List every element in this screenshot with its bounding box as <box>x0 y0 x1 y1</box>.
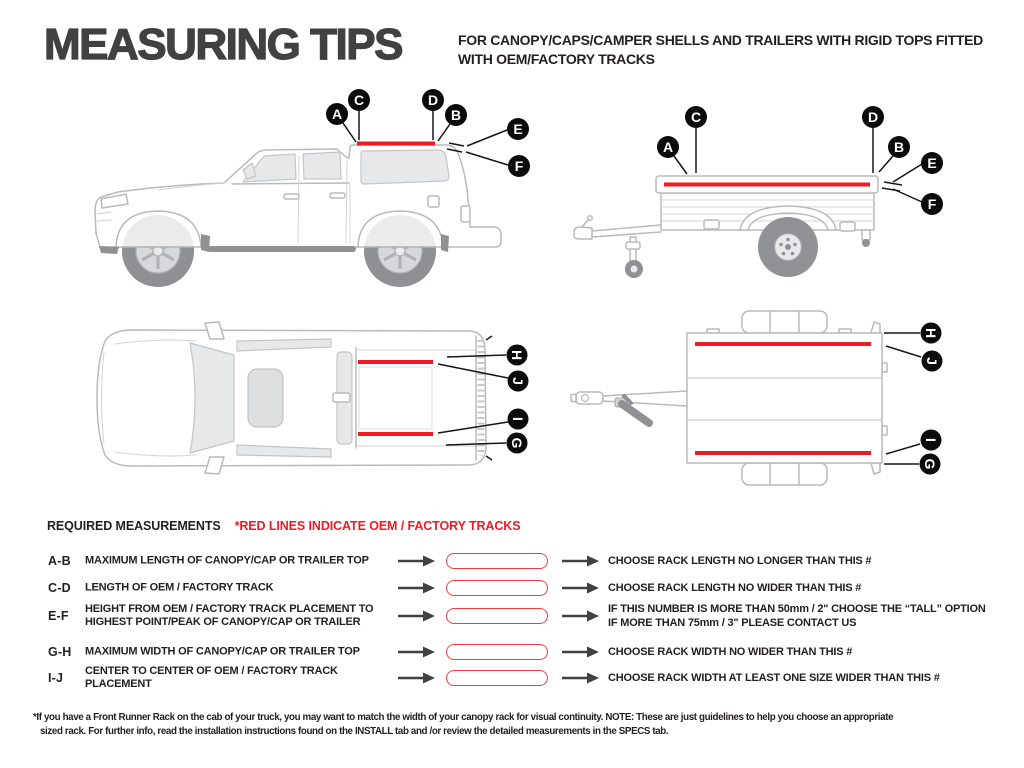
truck-top-diagram <box>97 322 529 474</box>
measurement-guidance: CHOOSE RACK WIDTH AT LEAST ONE SIZE WIDER THAN THIS # <box>608 672 940 684</box>
arrow-right-icon <box>562 646 599 658</box>
jockey-wheel-icon <box>625 237 643 278</box>
measurement-input-box[interactable] <box>446 608 548 624</box>
label-badge-b <box>888 136 910 158</box>
section-heading <box>47 519 520 533</box>
required-measurements-heading: REQUIRED MEASUREMENTS <box>47 519 221 533</box>
svg-text:H: H <box>923 327 939 339</box>
measurement-guidance: CHOOSE RACK LENGTH NO WIDER THAN THIS # <box>608 582 862 594</box>
svg-text:J: J <box>510 377 526 385</box>
label-badge-i <box>508 409 529 430</box>
measurement-guidance: CHOOSE RACK WIDTH NO WIDER THAN THIS # <box>608 646 853 658</box>
measurement-id: E-F <box>48 609 69 623</box>
subtitle-line-2: WITH OEM/FACTORY TRACKS <box>458 51 655 67</box>
trailer-top-box <box>687 333 882 463</box>
measurement-guidance: IF THIS NUMBER IS MORE THAN 50mm / 2" CHOOSE THE “TALL” OPTION IF MORE THAN 75mm / 3" PLEASE CONTACT US <box>608 603 986 629</box>
truck-rear-door-window <box>303 152 341 179</box>
svg-text:E: E <box>927 155 937 171</box>
label-badge-a <box>326 103 348 125</box>
label-badge-a <box>657 136 679 158</box>
arrow-right-icon <box>398 555 435 567</box>
label-badge-j <box>508 371 529 392</box>
measurement-input-box[interactable] <box>446 553 548 569</box>
footer-note-line-2: sized rack. For further info, read the installation instructions found on the INSTALL tab and /or review the detailed measurements in the SPECS tab. <box>40 725 669 737</box>
label-badge-c <box>348 89 370 111</box>
measurement-id: C-D <box>48 581 71 595</box>
label-badge-e <box>507 118 529 140</box>
svg-text:I: I <box>923 438 939 442</box>
label-badge-g <box>507 433 528 454</box>
trailer-top-coupler-icon <box>576 392 603 404</box>
label-badge-i <box>921 430 942 451</box>
arrow-right-icon <box>398 610 435 622</box>
measurement-guidance: CHOOSE RACK LENGTH NO LONGER THAN THIS # <box>608 555 872 567</box>
trailer-wheel-icon <box>758 217 818 277</box>
svg-text:C: C <box>353 92 365 108</box>
arrow-right-icon <box>562 610 599 622</box>
arrow-right-icon <box>562 672 599 684</box>
arrow-right-icon <box>398 672 435 684</box>
windshield-top-view <box>190 343 234 453</box>
measurement-description: MAXIMUM WIDTH OF CANOPY/CAP OR TRAILER TOP <box>85 645 360 658</box>
svg-text:I: I <box>510 417 526 421</box>
label-badge-d <box>862 106 884 128</box>
truck-side-diagram <box>95 89 530 287</box>
label-badge-f <box>508 155 530 177</box>
svg-text:A: A <box>662 139 674 155</box>
measurement-description: CENTER TO CENTER OF OEM / FACTORY TRACK PLACEMENT <box>85 665 338 690</box>
measurement-description: LENGTH OF OEM / FACTORY TRACK <box>85 581 274 594</box>
arrow-right-icon <box>398 582 435 594</box>
measurement-description: HEIGHT FROM OEM / FACTORY TRACK PLACEMENT TO HIGHEST POINT/PEAK OF CANOPY/CAP OR TRAILER <box>85 603 374 628</box>
trailer-top-diagram <box>571 311 943 485</box>
svg-text:G: G <box>509 437 525 449</box>
label-badge-h <box>921 323 942 344</box>
label-badge-e <box>921 152 943 174</box>
page-title: MEASURING TIPS <box>44 20 402 69</box>
trailer-side-diagram <box>574 106 943 278</box>
jockey-handle-icon <box>615 396 649 423</box>
label-badge-j <box>922 351 943 372</box>
trailer-hitch-coupler-icon <box>574 227 592 239</box>
svg-text:G: G <box>922 458 938 470</box>
svg-text:J: J <box>924 357 940 365</box>
measurement-input-box[interactable] <box>446 580 548 596</box>
svg-text:D: D <box>427 92 439 108</box>
label-badge-d <box>422 89 444 111</box>
footer-note-line-1: *If you have a Front Runner Rack on the cab of your truck, you may want to match the width of your canopy rack for visual continuity. NOTE: These are just guidelines to help you choose an appropriate <box>33 711 894 723</box>
svg-text:F: F <box>514 158 524 174</box>
sunroof <box>248 369 283 427</box>
truck-canopy-window <box>361 150 449 184</box>
measurement-id: A-B <box>48 554 71 568</box>
svg-text:B: B <box>450 107 462 123</box>
label-badge-h <box>507 345 528 366</box>
label-badge-c <box>685 106 707 128</box>
arrow-right-icon <box>562 555 599 567</box>
svg-text:H: H <box>509 349 525 361</box>
label-badge-g <box>920 454 941 475</box>
svg-text:A: A <box>331 106 343 122</box>
measurement-input-box[interactable] <box>446 670 548 686</box>
subtitle-line-1: FOR CANOPY/CAPS/CAMPER SHELLS AND TRAILERS WITH RIGID TOPS FITTED <box>458 32 983 48</box>
label-badge-b <box>445 104 467 126</box>
measurement-id: G-H <box>48 645 72 659</box>
arrow-right-icon <box>562 582 599 594</box>
svg-text:E: E <box>513 121 523 137</box>
svg-text:F: F <box>927 196 937 212</box>
label-badge-f <box>921 193 943 215</box>
svg-text:C: C <box>690 109 702 125</box>
red-lines-note: *RED LINES INDICATE OEM / FACTORY TRACKS <box>234 519 521 533</box>
measurement-description: MAXIMUM LENGTH OF CANOPY/CAP OR TRAILER TOP <box>85 554 369 567</box>
measurement-id: I-J <box>48 671 64 685</box>
measurement-input-box[interactable] <box>446 644 548 660</box>
svg-text:D: D <box>867 109 879 125</box>
svg-text:B: B <box>893 139 905 155</box>
arrow-right-icon <box>398 646 435 658</box>
